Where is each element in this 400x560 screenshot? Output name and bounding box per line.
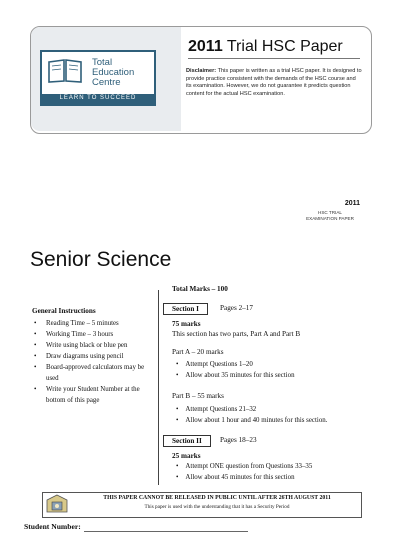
exam-label	[290, 210, 370, 222]
cover-year: 2011	[344, 200, 360, 207]
part-b-item: • Attempt Questions 21–32	[176, 406, 256, 413]
instruction-item: • Write using black or blue pen	[32, 340, 158, 351]
instruction-item: • Reading Time – 5 minutes	[32, 318, 158, 329]
hsc-trial-label: HSC TRIAL	[318, 210, 342, 215]
instruction-item: • Board-approved calculators may be used	[32, 362, 158, 384]
section-2-item: • Allow about 45 minutes for this section	[176, 474, 295, 481]
part-a-title: Part A – 20 marks	[172, 348, 224, 356]
disclaimer-label: Disclaimer:	[186, 68, 217, 74]
logo-tagline-strip	[40, 94, 156, 106]
column-divider	[158, 290, 159, 485]
subject-title: Senior Science	[30, 248, 172, 271]
part-b-title: Part B – 55 marks	[172, 392, 224, 400]
part-a-item: • Allow about 35 minutes for this section	[176, 372, 295, 379]
total-marks: Total Marks – 100	[172, 285, 228, 293]
release-notice: THIS PAPER CANNOT BE RELEASED IN PUBLIC UNTIL AFTER 26TH AUGUST 2011	[103, 495, 331, 501]
part-a-item: • Attempt Questions 1–20	[176, 361, 253, 368]
section-2-marks: 25 marks	[172, 452, 201, 460]
instructions-title: General Instructions	[32, 307, 96, 315]
exam-paper-label: EXAMINATION PAPER	[306, 216, 354, 221]
security-seal-icon	[46, 494, 68, 514]
section-2-label: Section II	[163, 435, 211, 447]
instruction-item: • Draw diagrams using pencil	[32, 351, 158, 362]
section-1-pages: Pages 2–17	[220, 304, 253, 312]
logo-tagline: LEARN TO SUCCEED	[59, 95, 137, 101]
paper-title	[188, 38, 343, 56]
paper-year: 2011	[188, 38, 223, 55]
section-1-description: This section has two parts, Part A and Part B	[172, 330, 301, 338]
paper-title-text: Trial HSC Paper	[226, 38, 343, 55]
disclaimer-text: This paper is written as a trial HSC paper. It is designed to provide practice consistent with the demands of the HSC course and its examination. However, we do not guarantee it predicts question content for the actual HSC examination.	[186, 68, 362, 97]
section-1-label: Section I	[163, 303, 208, 315]
section-2-pages: Pages 18–23	[220, 436, 257, 444]
student-number-label: Student Number:	[24, 522, 81, 531]
instruction-item: • Working Time – 3 hours	[32, 329, 158, 340]
instruction-item: • Write your Student Number at the bottom of this page	[32, 384, 158, 406]
book-icon	[47, 58, 83, 84]
logo-word-2: Education	[92, 67, 135, 78]
part-b-item: • Allow about 1 hour and 40 minutes for this section.	[176, 417, 327, 424]
section-2-item: • Attempt ONE question from Questions 33–35	[176, 463, 312, 470]
logo-word-1: Total	[92, 57, 113, 68]
instructions-list	[32, 318, 158, 406]
logo-word-3: Centre	[92, 77, 121, 88]
section-1-marks: 75 marks	[172, 320, 201, 328]
security-note: This paper is used with the understanding that it has a Security Period	[144, 504, 290, 510]
title-divider	[188, 58, 360, 59]
disclaimer	[186, 68, 362, 98]
student-number-field[interactable]	[84, 531, 248, 532]
